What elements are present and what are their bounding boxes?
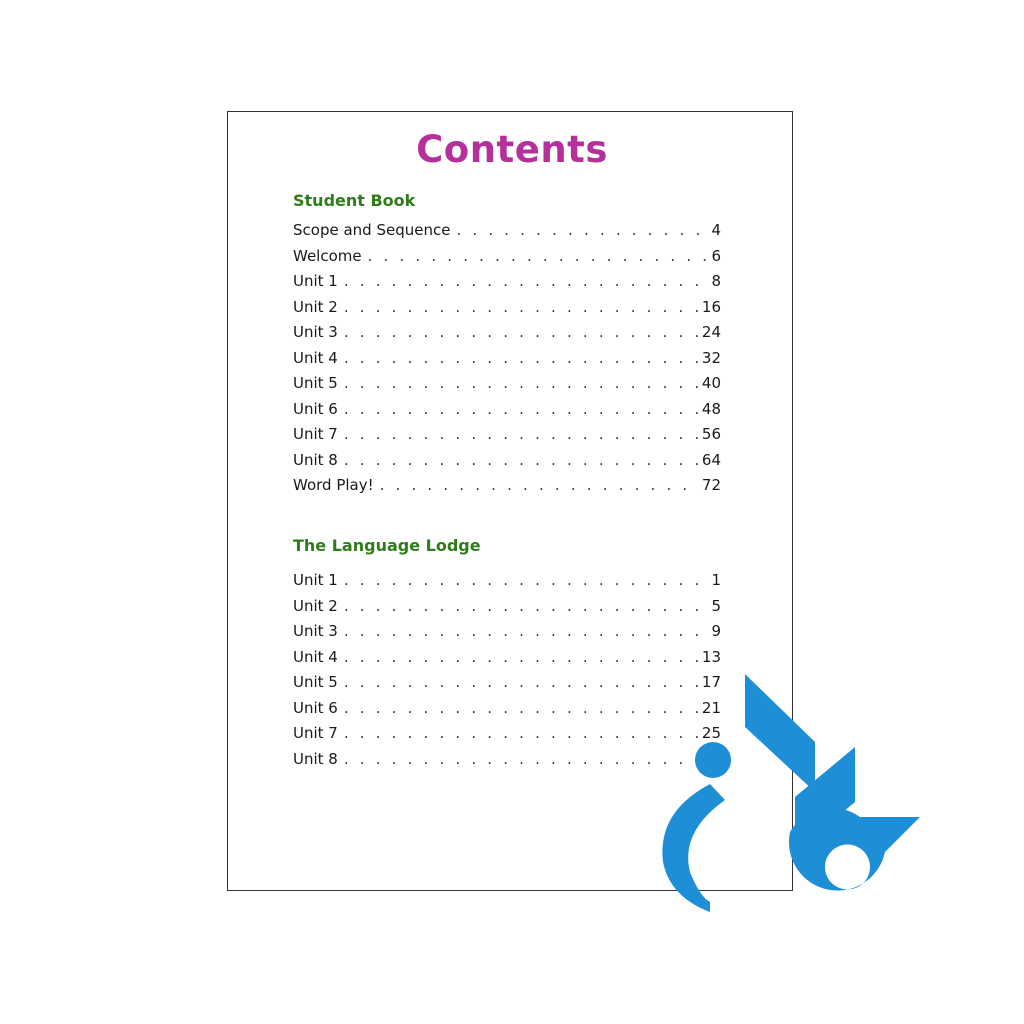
- toc-entry-label: Unit 7: [293, 425, 338, 443]
- toc-entry-label: Unit 6: [293, 698, 338, 717]
- toc-entry-page: 21: [701, 698, 721, 717]
- toc-entry: [293, 400, 721, 426]
- toc-dot-leader: [344, 323, 700, 341]
- toc-entry: [293, 323, 721, 349]
- toc-entry-label: Unit 8: [293, 749, 338, 768]
- toc-entry-page: 56: [701, 425, 721, 443]
- toc-entry-page: 6: [711, 246, 721, 265]
- toc-entry: [293, 476, 721, 502]
- toc-dot-leader: [344, 673, 700, 691]
- toc-entry: [293, 597, 721, 623]
- toc-entry-label: Unit 1: [293, 272, 338, 290]
- toc-entry-label: Unit 8: [293, 450, 338, 469]
- toc-entry-label: Unit 3: [293, 622, 338, 640]
- toc-entry-label: Word Play!: [293, 476, 374, 494]
- toc-entry-label: Unit 6: [293, 399, 338, 418]
- toc-dot-leader: [344, 400, 700, 418]
- toc-dot-leader: [344, 451, 700, 469]
- section-heading-student-book: Student Book: [293, 191, 416, 210]
- toc-dot-leader: [344, 425, 700, 443]
- toc-entry: [293, 648, 721, 674]
- toc-dot-leader: [368, 247, 710, 265]
- toc-entry-label: Scope and Sequence: [293, 221, 451, 239]
- toc-entry-page: 40: [701, 374, 721, 392]
- toc-entry: [293, 622, 721, 648]
- toc-entry-label: Unit 2: [293, 596, 338, 615]
- toc-dot-leader: [344, 622, 710, 640]
- toc-entry-label: Welcome: [293, 246, 362, 265]
- toc-entry-page: 9: [711, 622, 721, 640]
- toc-entry-page: 4: [711, 221, 721, 239]
- toc-dot-leader: [344, 699, 700, 717]
- toc-entry-label: Unit 4: [293, 348, 338, 367]
- toc-entry: [293, 298, 721, 324]
- toc-dot-leader: [344, 298, 700, 316]
- toc-entry-label: Unit 5: [293, 374, 338, 392]
- toc-entry: [293, 221, 721, 247]
- toc-dot-leader: [380, 476, 700, 494]
- toc-entry-label: Unit 4: [293, 647, 338, 666]
- toc-entry: [293, 451, 721, 477]
- toc-entry-page: 16: [701, 297, 721, 316]
- toc-entry: [293, 425, 721, 451]
- toc-entry-label: Unit 1: [293, 571, 338, 589]
- toc-entry-label: Unit 5: [293, 673, 338, 691]
- toc-entry-page: 13: [701, 647, 721, 666]
- toc-entry-page: 64: [701, 450, 721, 469]
- toc-entry: [293, 571, 721, 597]
- toc-entry: [293, 272, 721, 298]
- toc-entry-page: 25: [701, 724, 721, 742]
- toc-entry: [293, 349, 721, 375]
- toc-dot-leader: [344, 724, 700, 742]
- toc-entry-page: 72: [701, 476, 721, 494]
- toc-dot-leader: [344, 272, 710, 290]
- toc-entry-page: 5: [711, 596, 721, 615]
- toc-entry: [293, 247, 721, 273]
- toc-entry-page: 1: [711, 571, 721, 589]
- toc-entry-label: Unit 2: [293, 297, 338, 316]
- publisher-logo-icon: [655, 672, 925, 922]
- toc-list-student-book: [293, 221, 721, 502]
- toc-dot-leader: [344, 648, 700, 666]
- toc-dot-leader: [344, 597, 710, 615]
- toc-dot-leader: [344, 571, 710, 589]
- toc-entry-page: 17: [701, 673, 721, 691]
- toc-entry-label: Unit 7: [293, 724, 338, 742]
- toc-entry-page: 32: [701, 348, 721, 367]
- toc-entry-label: Unit 3: [293, 323, 338, 341]
- toc-dot-leader: [344, 374, 700, 392]
- toc-dot-leader: [456, 221, 709, 239]
- toc-entry-page: 24: [701, 323, 721, 341]
- toc-entry-page: 48: [701, 399, 721, 418]
- toc-entry-page: 8: [711, 272, 721, 290]
- page-title: Contents: [416, 128, 608, 171]
- toc-entry: [293, 374, 721, 400]
- toc-dot-leader: [344, 349, 700, 367]
- section-heading-language-lodge: The Language Lodge: [293, 536, 481, 555]
